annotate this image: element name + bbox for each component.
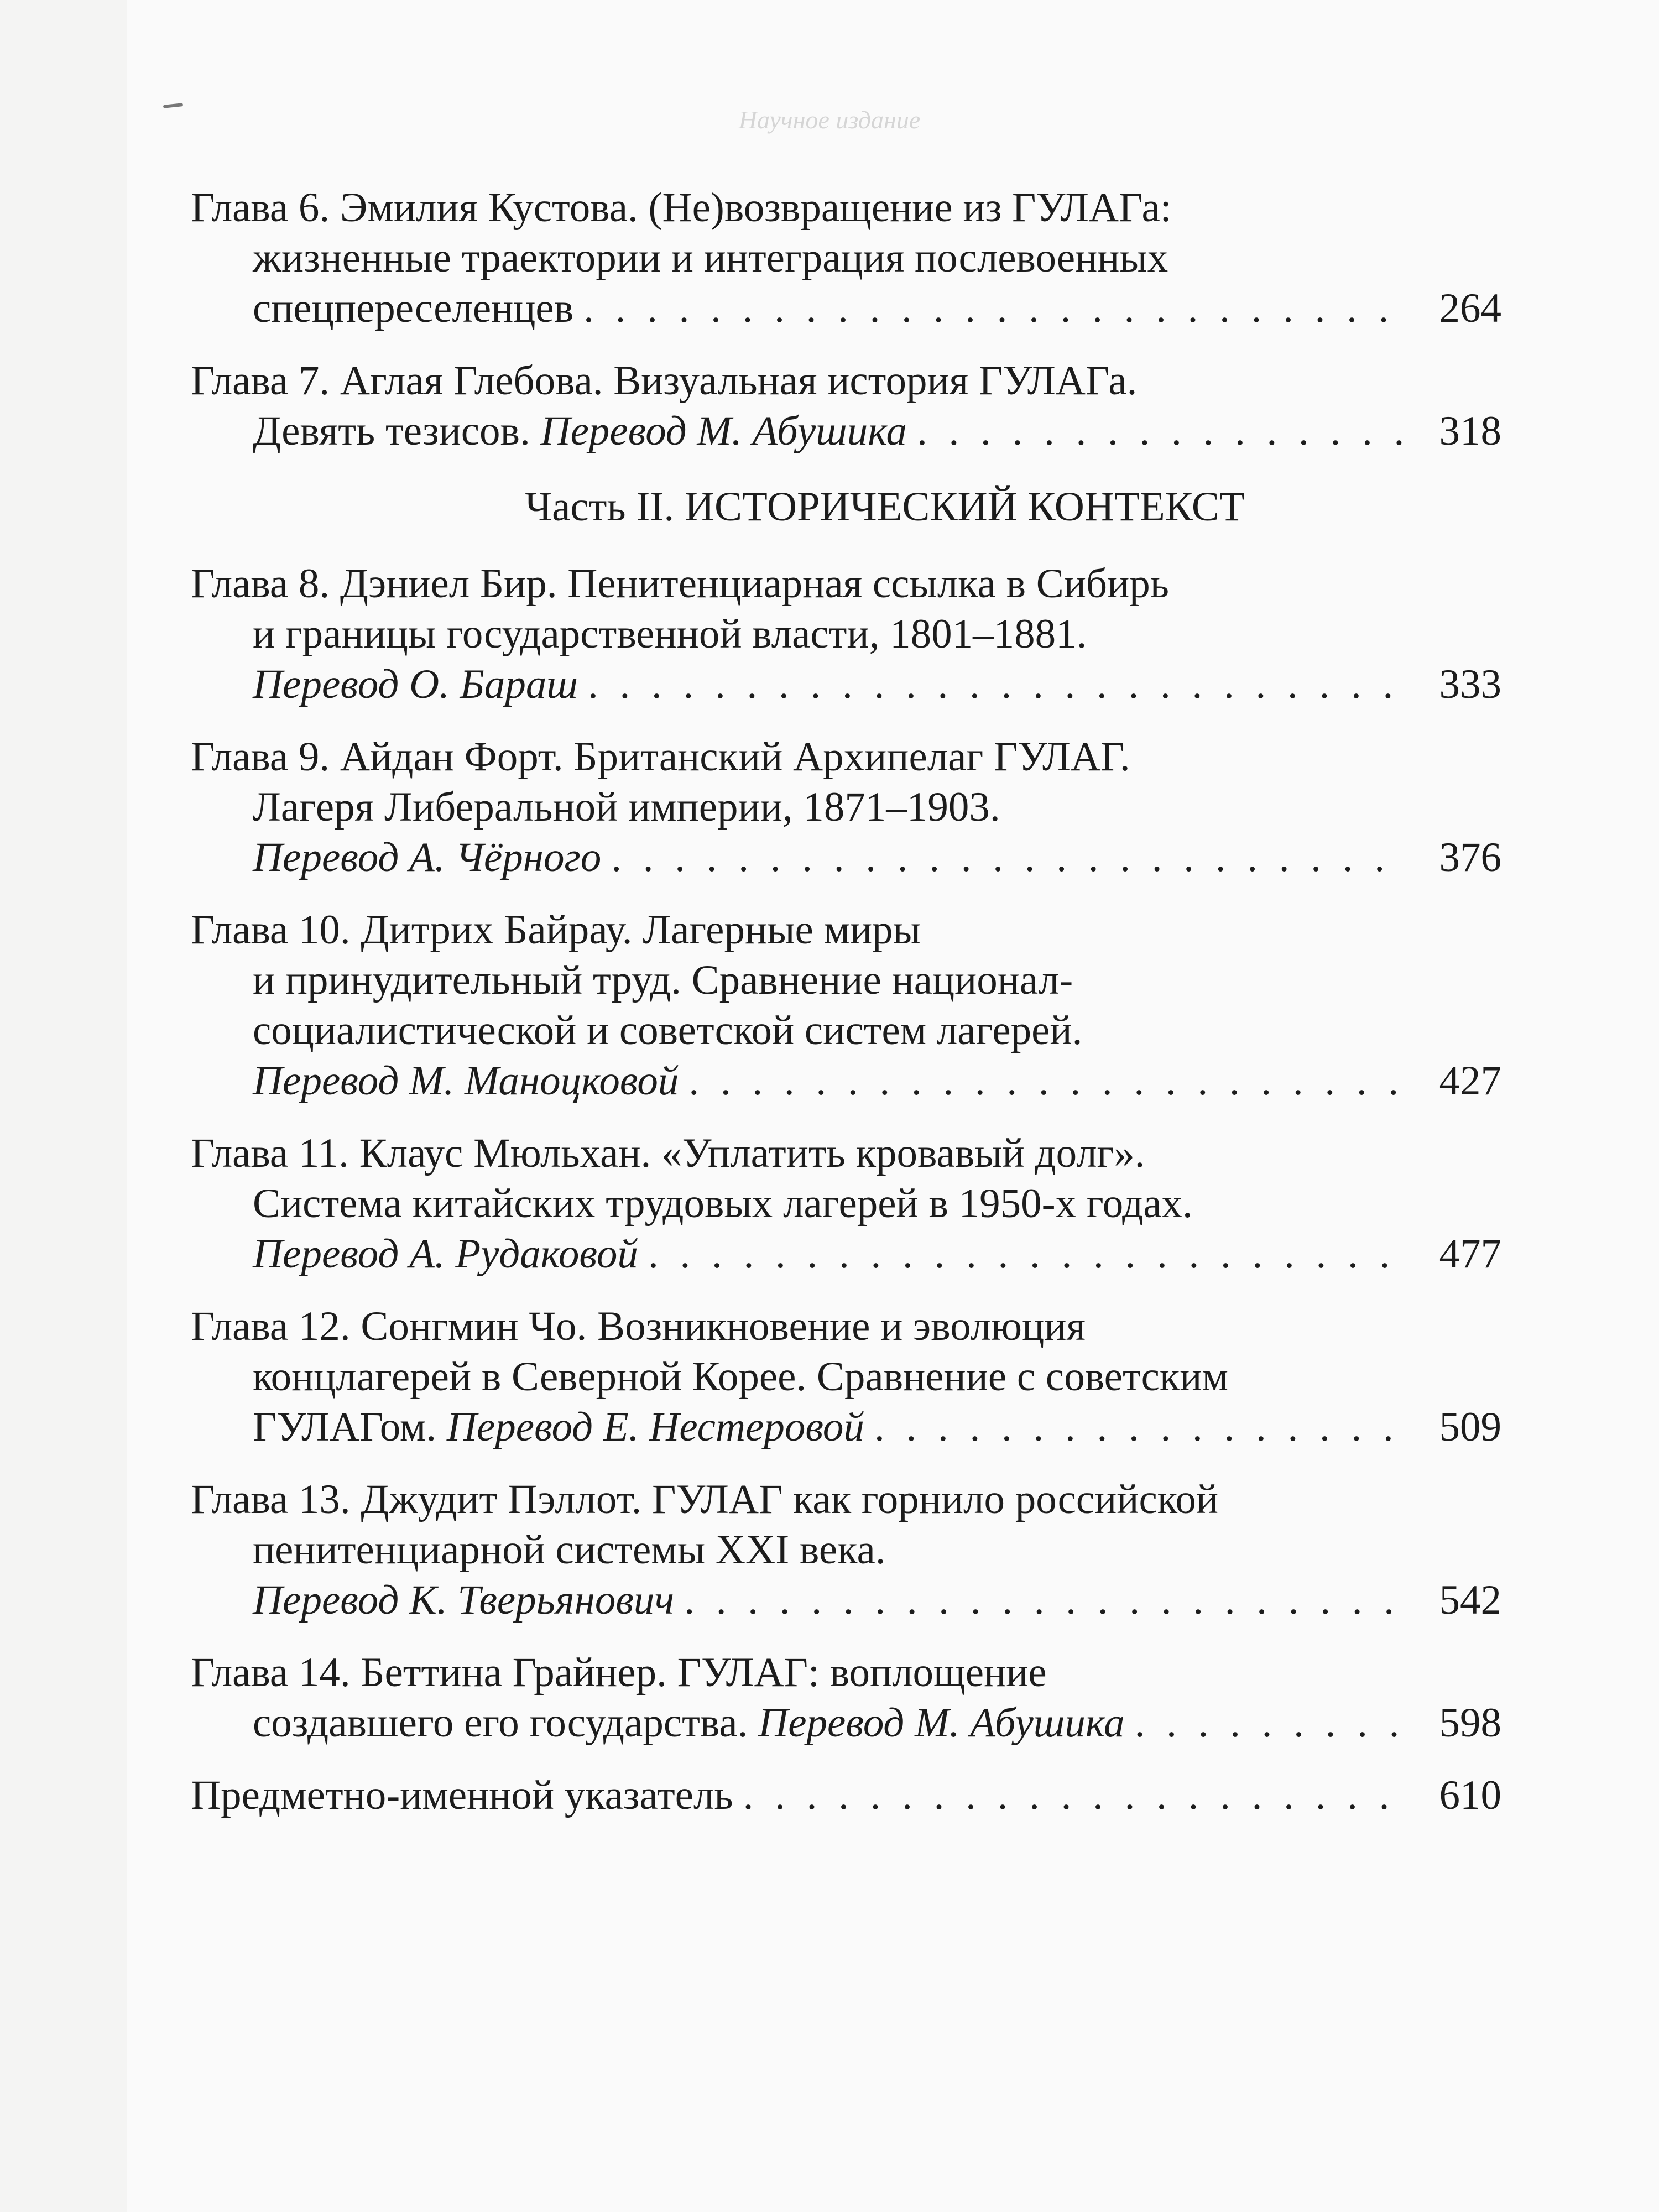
dot-leader <box>688 1056 1403 1106</box>
index-title: Предметно-именной указатель <box>191 1772 733 1818</box>
page-number: 333 <box>1439 661 1501 707</box>
page-number: 598 <box>1439 1700 1501 1746</box>
toc-last-line <box>191 1056 1501 1106</box>
translator-credit: Перевод М. Абушика <box>758 1700 1125 1746</box>
dot-leader <box>648 1229 1403 1279</box>
page-number: 477 <box>1439 1231 1501 1277</box>
toc-line: Лагеря Либеральной империи, 1871–1903. <box>253 784 1000 830</box>
toc-line: Глава 8. Дэниел Бир. Пенитенциарная ссылка в Сибирь <box>191 561 1169 607</box>
page-number: 427 <box>1439 1058 1501 1104</box>
translator-credit: Перевод А. Чёрного <box>253 834 602 880</box>
toc-last-line <box>191 283 1501 333</box>
toc-entry-chapter-8 <box>191 559 1501 709</box>
show-through-running-head: Научное издание <box>738 106 921 134</box>
toc-line: Глава 12. Сонгмин Чо. Возникновение и эволюция <box>191 1303 1086 1349</box>
toc-line: Глава 7. Аглая Глебова. Визуальная история ГУЛАГа. <box>191 358 1138 404</box>
toc-line: и границы государственной власти, 1801–1881. <box>253 611 1087 657</box>
toc-entry-chapter-7 <box>191 356 1501 456</box>
translator-credit: Перевод Е. Нестеровой <box>446 1404 864 1450</box>
toc-line: и принудительный труд. Сравнение национал- <box>253 957 1073 1003</box>
toc-last-line <box>191 1698 1501 1748</box>
toc-line: ГУЛАГом. <box>253 1404 437 1450</box>
toc-last-line <box>191 659 1501 709</box>
toc-entry-chapter-6 <box>191 182 1501 333</box>
toc-entry-chapter-14 <box>191 1647 1501 1748</box>
toc-line: спецпереселенцев <box>253 285 574 331</box>
translator-credit: Перевод М. Маноцковой <box>253 1058 679 1104</box>
page-number: 264 <box>1439 285 1501 331</box>
page-number: 376 <box>1439 834 1501 880</box>
part-heading: Часть II. ИСТОРИЧЕСКИЙ КОНТЕКСТ <box>525 484 1245 530</box>
page-number: 542 <box>1439 1577 1501 1623</box>
dot-leader <box>874 1402 1403 1452</box>
table-of-contents <box>191 182 1501 1820</box>
page-number: 318 <box>1439 408 1501 454</box>
toc-line: Система китайских трудовых лагерей в 1950-х годах. <box>253 1181 1193 1227</box>
toc-line: Глава 10. Дитрих Байрау. Лагерные миры <box>191 907 921 953</box>
toc-line: социалистической и советской систем лагерей. <box>253 1008 1083 1053</box>
dot-leader <box>917 406 1403 456</box>
toc-entry-index <box>191 1770 1501 1820</box>
page-number: 610 <box>1439 1772 1501 1818</box>
toc-line: Глава 13. Джудит Пэллот. ГУЛАГ как горнило российской <box>191 1477 1219 1522</box>
dot-leader <box>1135 1698 1403 1748</box>
toc-line: Глава 14. Беттина Грайнер. ГУЛАГ: воплощение <box>191 1650 1047 1695</box>
dot-leader <box>684 1575 1403 1625</box>
toc-line: жизненные траектории и интеграция послевоенных <box>253 235 1168 281</box>
toc-entry-chapter-10 <box>191 905 1501 1106</box>
toc-line: Глава 6. Эмилия Кустова. (Не)возвращение из ГУЛАГа: <box>191 185 1172 231</box>
toc-line: Девять тезисов. <box>253 408 530 454</box>
toc-line: пенитенциарной системы XXI века. <box>253 1527 886 1573</box>
page-number: 509 <box>1439 1404 1501 1450</box>
toc-last-line <box>191 1229 1501 1279</box>
translator-credit: Перевод А. Рудаковой <box>253 1231 638 1277</box>
dot-leader <box>743 1770 1403 1820</box>
dot-leader <box>588 659 1403 709</box>
toc-line: концлагерей в Северной Корее. Сравнение с советским <box>253 1354 1228 1400</box>
toc-last-line <box>191 1575 1501 1625</box>
translator-credit: Перевод К. Тверьянович <box>253 1577 675 1623</box>
toc-last-line <box>191 832 1501 883</box>
toc-last-line <box>191 406 1501 456</box>
toc-entry-chapter-13 <box>191 1474 1501 1625</box>
toc-entry-chapter-11 <box>191 1128 1501 1279</box>
toc-entry-chapter-9 <box>191 732 1501 883</box>
dot-leader <box>583 283 1403 333</box>
toc-last-line <box>191 1770 1501 1820</box>
toc-line: создавшего его государства. <box>253 1700 748 1746</box>
dot-leader <box>611 832 1403 883</box>
toc-line: Глава 9. Айдан Форт. Британский Архипелаг ГУЛАГ. <box>191 734 1130 780</box>
translator-credit: Перевод О. Бараш <box>253 661 578 707</box>
toc-last-line <box>191 1402 1501 1452</box>
toc-entry-chapter-12 <box>191 1301 1501 1452</box>
toc-line: Глава 11. Клаус Мюльхан. «Уплатить кровавый долг». <box>191 1130 1145 1176</box>
translator-credit: Перевод М. Абушика <box>540 408 907 454</box>
